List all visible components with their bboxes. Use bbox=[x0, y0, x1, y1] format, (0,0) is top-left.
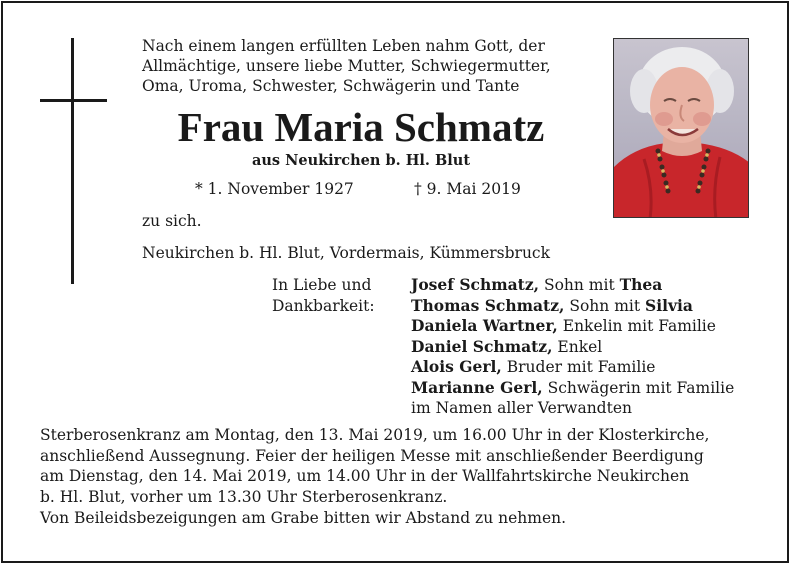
notice-line: anschließend Aussegnung. Feier der heiligen Messe mit anschließender Beerdigung bbox=[40, 446, 704, 465]
mourner-item: Daniel Schmatz, Enkel bbox=[411, 336, 603, 356]
family-places: Neukirchen b. Hl. Blut, Vordermais, Kümmersbruck bbox=[142, 244, 551, 262]
deceased-origin: aus Neukirchen b. Hl. Blut bbox=[251, 152, 471, 169]
portrait-photo bbox=[613, 38, 749, 218]
intro-ending: zu sich. bbox=[142, 212, 202, 230]
mourner-item: Marianne Gerl, Schwägerin mit Familie bbox=[411, 377, 735, 397]
mourner-item: Josef Schmatz, Sohn mit Thea bbox=[411, 275, 663, 294]
notice-line: am Dienstag, den 14. Mai 2019, um 14.00 Uhr in der Wallfahrtskirche Neukirchen bbox=[40, 467, 690, 485]
condolence-note: Von Beileidsbezeigungen am Grabe bitten wir Abstand zu nehmen. bbox=[40, 509, 567, 527]
mourner-item: Thomas Schmatz, Sohn mit Silvia bbox=[411, 295, 693, 315]
service-notice bbox=[40, 425, 750, 507]
birth-date: * 1. November 1927 bbox=[195, 180, 354, 198]
intro-line: Allmächtige, unsere liebe Mutter, Schwiegermutter, bbox=[142, 57, 551, 75]
portrait-image bbox=[614, 39, 749, 218]
deceased-name: Frau Maria Schmatz bbox=[177, 104, 545, 150]
intro-line: Nach einem langen erfüllten Leben nahm Gott, der bbox=[142, 37, 545, 55]
notice-line: Sterberosenkranz am Montag, den 13. Mai 2019, um 16.00 Uhr in der Klosterkirche, bbox=[40, 426, 710, 444]
mourner-item: Alois Gerl, Bruder mit Familie bbox=[411, 357, 656, 376]
mourner-item: Daniela Wartner, Enkelin mit Familie bbox=[411, 316, 716, 335]
death-date: † 9. Mai 2019 bbox=[414, 180, 521, 198]
intro-text bbox=[142, 36, 602, 96]
intro-line: Oma, Uroma, Schwester, Schwägerin und Tante bbox=[142, 77, 520, 95]
thanks-label bbox=[272, 275, 375, 316]
mourners-footer: im Namen aller Verwandten bbox=[411, 399, 632, 417]
notice-line: b. Hl. Blut, vorher um 13.30 Uhr Sterberosenkranz. bbox=[40, 487, 448, 506]
thanks-line: Dankbarkeit: bbox=[272, 296, 375, 315]
mourners-list bbox=[411, 275, 734, 419]
thanks-line: In Liebe und bbox=[272, 276, 372, 294]
